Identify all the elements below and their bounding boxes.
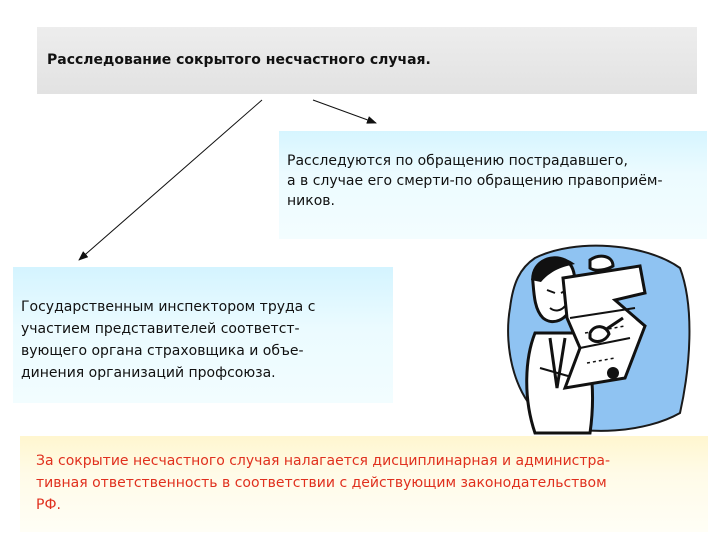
left-box-line: вующего органа страховщика и объе-: [21, 343, 304, 359]
arrow-to-right-box: [313, 100, 376, 123]
right-box-line: а в случае его смерти-по обращению правоприём-: [287, 173, 663, 189]
diagram-title: Расследование сокрытого несчастного случая.: [47, 52, 431, 68]
arrow-to-left-box: [79, 100, 262, 260]
clipart-man-with-document-icon: [495, 238, 695, 438]
right-box-line: Расследуются по обращению пострадавшего,: [287, 153, 628, 169]
bottom-box-line: За сокрытие несчастного случая налагается дисциплинарная и администра-: [36, 453, 611, 469]
left-box-line: динения организаций профсоюза.: [21, 365, 276, 381]
bottom-box-line: тивная ответственность в соответствии с действующим законодательством: [36, 475, 607, 491]
bottom-box-line: РФ.: [36, 497, 61, 513]
right-box-line: ников.: [287, 193, 335, 209]
left-info-box: [13, 267, 393, 403]
right-info-box: [279, 131, 707, 239]
left-box-line: Государственным инспектором труда с: [21, 299, 316, 315]
left-box-line: участием представителей соответст-: [21, 321, 300, 337]
bottom-warning-box: [20, 436, 708, 532]
